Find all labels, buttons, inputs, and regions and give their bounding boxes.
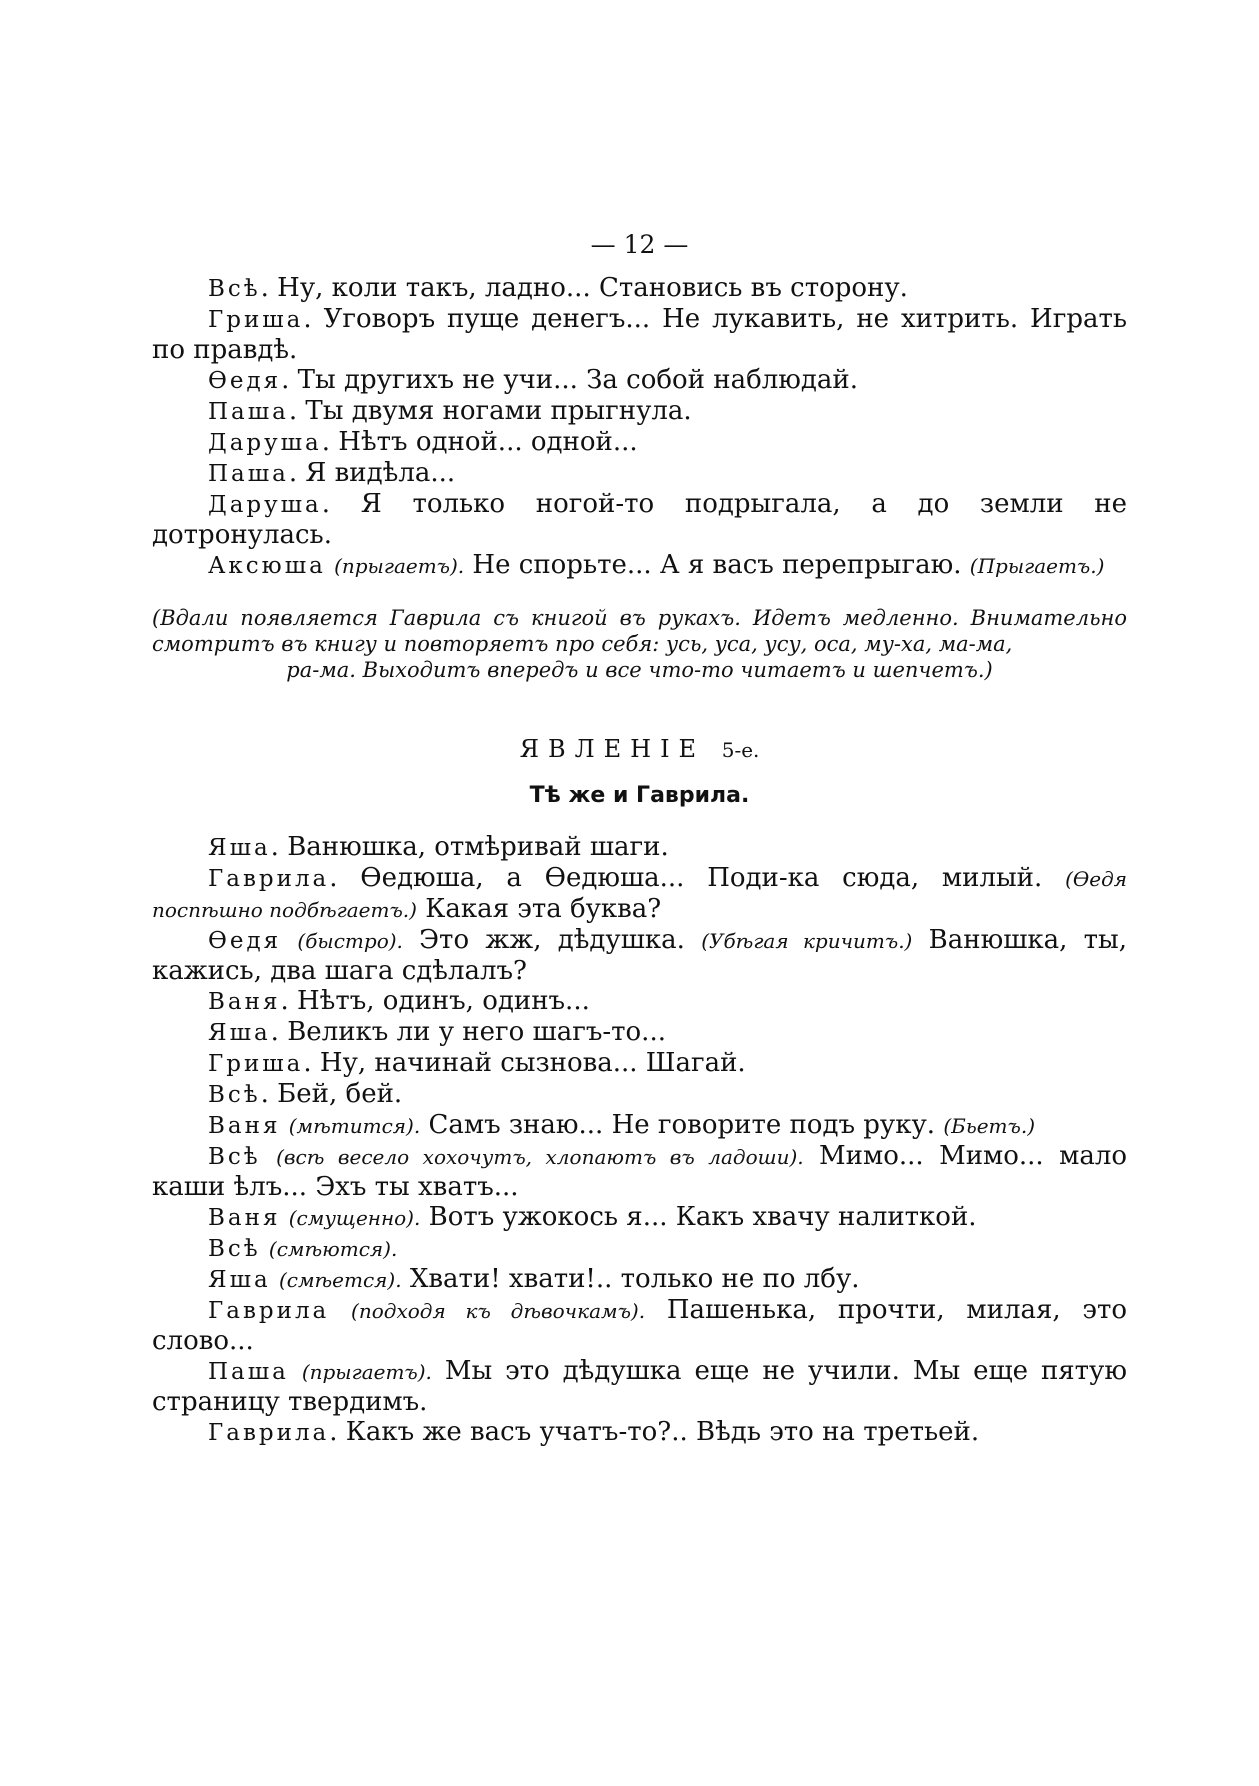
speaker-name: Яша [208, 1267, 271, 1293]
speaker-name: Гриша [208, 307, 304, 333]
dialogue-line [152, 396, 1127, 427]
dialogue-line [152, 1295, 1127, 1356]
speaker-name: Паша [208, 461, 289, 487]
dialogue-line [152, 986, 1127, 1017]
dialogue-line [152, 550, 1127, 581]
line-text: Это жж, дѣдушка. [402, 925, 685, 955]
dialogue-line [152, 365, 1127, 396]
line-text: . Великъ ли у него шагъ-то... [270, 1017, 666, 1047]
speaker-name: Ваня [208, 1113, 281, 1139]
stage-note: (подходя къ дѣвочкамъ). [351, 1299, 646, 1323]
speaker-name: Всѣ [208, 276, 261, 302]
line-text: Самъ знаю... Не говорите подъ руку. [420, 1110, 936, 1140]
speaker-name: Гриша [208, 1051, 304, 1077]
dialogue-line [152, 489, 1127, 550]
stage-direction [152, 605, 1127, 683]
line-text: Какая эта буква? [416, 894, 662, 924]
line-text: . Бей, бей. [260, 1079, 403, 1109]
text-column [152, 230, 1127, 1448]
line-text: Не спорьте... А я васъ перепрыгаю. [464, 550, 962, 580]
stage-note: (прыгаетъ). [334, 554, 465, 578]
line-text: . Ну, начинай сызнова... Шагай. [303, 1048, 746, 1078]
stage-note: (Прыгаетъ.) [969, 554, 1105, 578]
line-text: . Нѣтъ, одинъ, одинъ... [280, 986, 590, 1016]
dialogue-line [152, 925, 1127, 986]
stage-note: (смѣются). [268, 1237, 398, 1261]
stage-note: (смущенно). [288, 1206, 421, 1230]
dialogue-block-1 [152, 273, 1127, 581]
line-text: . Уговоръ пуще денегъ... Не лукавить, не хитрить. Играть по правдѣ. [152, 304, 1127, 365]
stage-note: (смѣется). [278, 1268, 402, 1292]
line-text: Ванюшка, ты, кажись, два шага сдѣлалъ? [152, 925, 1128, 986]
dialogue-line [152, 1356, 1127, 1417]
speaker-name: Гаврила [208, 866, 330, 892]
line-text: Вотъ ужокось я... Какъ хвачу налиткой. [420, 1202, 977, 1232]
stage-note: (Бьетъ.) [943, 1114, 1035, 1138]
speaker-name: Всѣ [208, 1082, 261, 1108]
dialogue-line [152, 1017, 1127, 1048]
speaker-name: Гаврила [208, 1420, 330, 1446]
speaker-name: Яша [208, 1020, 271, 1046]
line-text: . Ѳедюша, а Ѳедюша... Поди-ка сюда, милый. [329, 863, 1043, 893]
dialogue-line [152, 1079, 1127, 1110]
dialogue-line [152, 304, 1127, 365]
stage-direction-last-line: ра-ма. Выходитъ впередъ и все что-то читаетъ и шепчетъ.) [286, 658, 993, 682]
speaker-name: Даруша [208, 492, 322, 518]
dialogue-line [152, 1141, 1127, 1202]
line-text: . Я только ногой-то подрыгала, а до земли не дотронулась. [152, 489, 1127, 550]
line-text: . Ну, коли такъ, ладно... Становись въ сторону. [260, 273, 908, 303]
speaker-name: Ваня [208, 989, 281, 1015]
speaker-name: Даруша [208, 430, 322, 456]
stage-note: (быстро). [297, 929, 403, 953]
line-text: . Ванюшка, отмѣривай шаги. [270, 832, 669, 862]
dialogue-line [152, 1110, 1127, 1141]
line-text: . Я видѣла... [288, 458, 456, 488]
speaker-name: Ѳедя [208, 368, 282, 394]
speaker-name: Паша [208, 1359, 289, 1385]
scene-title: ЯВЛЕНІЕ [519, 735, 706, 763]
stage-note: (Ѳедя поспѣшно подбѣгаетъ.) [152, 867, 1128, 922]
speaker-name: Ѳедя [208, 928, 282, 954]
stage-note: (прыгаетъ). [301, 1360, 432, 1384]
speaker-name: Аксюша [208, 553, 326, 579]
line-text: Мимо... Мимо... мало каши ѣлъ... Эхъ ты хватъ... [152, 1141, 1128, 1202]
dialogue-line [152, 1417, 1127, 1448]
scene-heading [152, 735, 1127, 763]
line-text: . Какъ же васъ учатъ-то?.. Вѣдь это на третьей. [329, 1417, 980, 1447]
dialogue-line [152, 427, 1127, 458]
dialogue-line [152, 863, 1127, 925]
stage-note: (всѣ весело хохочутъ, хлопаютъ въ ладоши). [276, 1145, 804, 1169]
line-text: . Нѣтъ одной... одной... [321, 427, 638, 457]
dialogue-line [152, 1202, 1127, 1233]
stage-note: (Убѣгая кричитъ.) [701, 929, 913, 953]
dialogue-line [152, 1048, 1127, 1079]
speaker-name: Всѣ [208, 1236, 261, 1262]
speaker-name: Всѣ [208, 1144, 261, 1170]
stage-direction-text: (Вдали появляется Гаврила съ книгой въ рукахъ. Идетъ медленно. Внимательно смотритъ въ книгу и повторяетъ про себя: усь, уса, усу, оса, му-ха, ма-ма, [152, 606, 1127, 656]
dialogue-line [152, 1264, 1127, 1295]
dialogue-line [152, 832, 1127, 863]
speaker-name: Ваня [208, 1205, 281, 1231]
speaker-name: Яша [208, 835, 271, 861]
scene-cast: Тѣ же и Гаврила. [529, 783, 750, 808]
dialogue-line [152, 458, 1127, 489]
line-text: . Ты другихъ не учи... За собой наблюдай. [281, 365, 859, 395]
speaker-name: Паша [208, 399, 289, 425]
speaker-name: Гаврила [208, 1298, 330, 1324]
line-text: Хвати! хвати!.. только не по лбу. [401, 1264, 860, 1294]
dialogue-block-2 [152, 832, 1127, 1448]
line-text: Пашенька, прочти, милая, это слово... [152, 1295, 1128, 1356]
line-text: Мы это дѣдушка еще не учили. Мы еще пятую страницу твердимъ. [152, 1356, 1127, 1417]
line-text: . Ты двумя ногами прыгнула. [288, 396, 692, 426]
dialogue-line [152, 1233, 1127, 1264]
stage-note: (мѣтится). [288, 1114, 421, 1138]
dialogue-line [152, 273, 1127, 304]
page-number: — 12 — [590, 230, 689, 259]
scene-number: 5-е. [721, 738, 760, 762]
